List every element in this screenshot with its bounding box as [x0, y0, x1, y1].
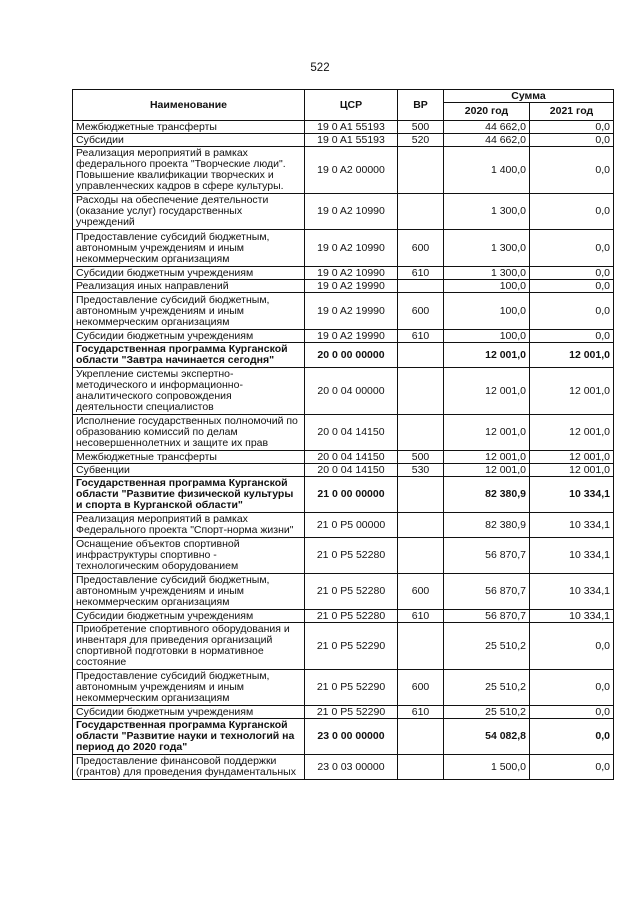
cell-name: Субсидии бюджетным учреждениям	[73, 267, 305, 280]
cell-csr: 21 0 P5 52290	[305, 623, 398, 670]
cell-vr	[398, 343, 444, 368]
cell-2020: 25 510,2	[444, 623, 530, 670]
cell-vr: 520	[398, 134, 444, 147]
cell-vr	[398, 147, 444, 194]
cell-csr: 20 0 04 14150	[305, 415, 398, 451]
table-row	[73, 719, 614, 755]
cell-vr: 600	[398, 230, 444, 267]
cell-vr	[398, 755, 444, 780]
cell-csr: 19 0 A1 55193	[305, 134, 398, 147]
table-row	[73, 670, 614, 706]
page-number: 522	[310, 62, 330, 74]
cell-2021: 12 001,0	[530, 368, 614, 415]
cell-2020: 12 001,0	[444, 415, 530, 451]
cell-name: Субсидии бюджетным учреждениям	[73, 610, 305, 623]
cell-2020: 12 001,0	[444, 464, 530, 477]
cell-2020: 44 662,0	[444, 134, 530, 147]
table-row	[73, 623, 614, 670]
cell-vr: 610	[398, 610, 444, 623]
cell-vr: 610	[398, 706, 444, 719]
cell-2020: 100,0	[444, 280, 530, 293]
cell-name: Государственная программа Курганской области "Развитие науки и технологий на период до 2020 года"	[73, 719, 305, 755]
header-2020: 2020 год	[444, 103, 530, 121]
cell-2021: 10 334,1	[530, 513, 614, 538]
cell-csr: 19 0 A2 19990	[305, 293, 398, 330]
table-row	[73, 368, 614, 415]
cell-2020: 100,0	[444, 330, 530, 343]
cell-2020: 82 380,9	[444, 477, 530, 513]
cell-name: Субсидии бюджетным учреждениям	[73, 706, 305, 719]
cell-csr: 20 0 04 14150	[305, 464, 398, 477]
cell-csr: 20 0 04 14150	[305, 451, 398, 464]
table-row	[73, 415, 614, 451]
cell-2021: 0,0	[530, 330, 614, 343]
cell-name: Оснащение объектов спортивной инфраструктуры спортивно - технологическим оборудованием	[73, 538, 305, 574]
cell-name: Субсидии	[73, 134, 305, 147]
cell-csr: 19 0 A2 10990	[305, 194, 398, 230]
cell-vr	[398, 538, 444, 574]
cell-2021: 0,0	[530, 121, 614, 134]
cell-vr	[398, 368, 444, 415]
cell-vr	[398, 415, 444, 451]
cell-name: Межбюджетные трансферты	[73, 451, 305, 464]
cell-2020: 54 082,8	[444, 719, 530, 755]
table-row	[73, 230, 614, 267]
table-row	[73, 513, 614, 538]
cell-2021: 12 001,0	[530, 415, 614, 451]
cell-vr: 530	[398, 464, 444, 477]
table-row	[73, 267, 614, 280]
table-row	[73, 194, 614, 230]
header-sum: Сумма	[444, 90, 614, 103]
cell-vr	[398, 477, 444, 513]
cell-csr: 21 0 P5 52290	[305, 706, 398, 719]
cell-2020: 12 001,0	[444, 368, 530, 415]
table-row	[73, 280, 614, 293]
cell-2021: 0,0	[530, 719, 614, 755]
cell-2020: 56 870,7	[444, 574, 530, 610]
cell-csr: 19 0 A2 19990	[305, 330, 398, 343]
cell-2021: 0,0	[530, 670, 614, 706]
cell-name: Государственная программа Курганской области "Завтра начинается сегодня"	[73, 343, 305, 368]
header-name: Наименование	[73, 90, 305, 121]
cell-2021: 10 334,1	[530, 538, 614, 574]
table-row	[73, 343, 614, 368]
cell-2020: 1 300,0	[444, 267, 530, 280]
cell-name: Предоставление субсидий бюджетным, автономным учреждениям и иным некоммерческим организациям	[73, 230, 305, 267]
table-row	[73, 147, 614, 194]
cell-vr: 600	[398, 670, 444, 706]
cell-vr	[398, 513, 444, 538]
cell-csr: 20 0 04 00000	[305, 368, 398, 415]
header-csr: ЦСР	[305, 90, 398, 121]
cell-2021: 0,0	[530, 147, 614, 194]
cell-name: Реализация иных направлений	[73, 280, 305, 293]
header-vr: ВР	[398, 90, 444, 121]
cell-2020: 100,0	[444, 293, 530, 330]
cell-csr: 19 0 A2 10990	[305, 230, 398, 267]
cell-name: Предоставление субсидий бюджетным, автономным учреждениям и иным некоммерческим организациям	[73, 670, 305, 706]
cell-vr: 610	[398, 330, 444, 343]
budget-table	[72, 89, 614, 780]
cell-name: Укрепление системы экспертно-методического и информационно-аналитического сопровождения деятельности специалистов	[73, 368, 305, 415]
cell-name: Предоставление субсидий бюджетным, автономным учреждениям и иным некоммерческим организациям	[73, 574, 305, 610]
cell-csr: 23 0 03 00000	[305, 755, 398, 780]
cell-2021: 12 001,0	[530, 464, 614, 477]
cell-2020: 25 510,2	[444, 670, 530, 706]
cell-2021: 10 334,1	[530, 610, 614, 623]
cell-2020: 12 001,0	[444, 343, 530, 368]
cell-2020: 56 870,7	[444, 610, 530, 623]
cell-name: Реализация мероприятий в рамках федерального проекта "Творческие люди". Повышение квалификации творческих и управленческих кадров в сфере культуры.	[73, 147, 305, 194]
cell-vr	[398, 623, 444, 670]
cell-2021: 0,0	[530, 230, 614, 267]
cell-2020: 1 300,0	[444, 194, 530, 230]
cell-2021: 10 334,1	[530, 477, 614, 513]
table-row	[73, 121, 614, 134]
cell-2020: 44 662,0	[444, 121, 530, 134]
cell-csr: 20 0 00 00000	[305, 343, 398, 368]
cell-vr	[398, 280, 444, 293]
cell-name: Расходы на обеспечение деятельности (оказание услуг) государственных учреждений	[73, 194, 305, 230]
cell-2021: 10 334,1	[530, 574, 614, 610]
cell-name: Приобретение спортивного оборудования и инвентаря для приведения организаций спортивной подготовки в нормативное состояние	[73, 623, 305, 670]
cell-2021: 0,0	[530, 194, 614, 230]
cell-2021: 0,0	[530, 706, 614, 719]
cell-name: Предоставление субсидий бюджетным, автономным учреждениям и иным некоммерческим организациям	[73, 293, 305, 330]
table-row	[73, 464, 614, 477]
cell-2020: 1 400,0	[444, 147, 530, 194]
cell-2021: 0,0	[530, 755, 614, 780]
table-row	[73, 451, 614, 464]
cell-vr	[398, 719, 444, 755]
cell-csr: 19 0 A1 55193	[305, 121, 398, 134]
cell-vr: 610	[398, 267, 444, 280]
cell-name: Межбюджетные трансферты	[73, 121, 305, 134]
cell-csr: 19 0 A2 00000	[305, 147, 398, 194]
cell-vr: 600	[398, 293, 444, 330]
cell-2021: 12 001,0	[530, 343, 614, 368]
cell-csr: 21 0 P5 52290	[305, 670, 398, 706]
cell-2020: 12 001,0	[444, 451, 530, 464]
cell-2020: 1 300,0	[444, 230, 530, 267]
cell-name: Субсидии бюджетным учреждениям	[73, 330, 305, 343]
cell-csr: 21 0 P5 52280	[305, 538, 398, 574]
cell-2020: 82 380,9	[444, 513, 530, 538]
cell-2021: 0,0	[530, 623, 614, 670]
cell-vr	[398, 194, 444, 230]
table-row	[73, 330, 614, 343]
cell-vr: 500	[398, 121, 444, 134]
cell-name: Предоставление финансовой поддержки (грантов) для проведения фундаментальных	[73, 755, 305, 780]
table-row	[73, 134, 614, 147]
cell-2021: 12 001,0	[530, 451, 614, 464]
table-row	[73, 706, 614, 719]
cell-2020: 1 500,0	[444, 755, 530, 780]
cell-vr: 500	[398, 451, 444, 464]
header-2021: 2021 год	[530, 103, 614, 121]
cell-csr: 21 0 00 00000	[305, 477, 398, 513]
cell-2020: 56 870,7	[444, 538, 530, 574]
cell-name: Исполнение государственных полномочий по образованию комиссий по делам несовершеннолетних и защите их прав	[73, 415, 305, 451]
cell-2021: 0,0	[530, 293, 614, 330]
cell-csr: 21 0 P5 52280	[305, 574, 398, 610]
cell-vr: 600	[398, 574, 444, 610]
cell-csr: 19 0 A2 10990	[305, 267, 398, 280]
cell-csr: 21 0 P5 00000	[305, 513, 398, 538]
table-row	[73, 538, 614, 574]
cell-name: Реализация мероприятий в рамках Федерального проекта "Спорт-норма жизни"	[73, 513, 305, 538]
table-row	[73, 293, 614, 330]
table-row	[73, 610, 614, 623]
table-row	[73, 477, 614, 513]
cell-name: Государственная программа Курганской области "Развитие физической культуры и спорта в Курганской области"	[73, 477, 305, 513]
cell-2021: 0,0	[530, 267, 614, 280]
cell-csr: 21 0 P5 52280	[305, 610, 398, 623]
cell-csr: 23 0 00 00000	[305, 719, 398, 755]
cell-2021: 0,0	[530, 134, 614, 147]
table-row	[73, 574, 614, 610]
cell-2020: 25 510,2	[444, 706, 530, 719]
cell-2021: 0,0	[530, 280, 614, 293]
cell-csr: 19 0 A2 19990	[305, 280, 398, 293]
table-row	[73, 755, 614, 780]
cell-name: Субвенции	[73, 464, 305, 477]
